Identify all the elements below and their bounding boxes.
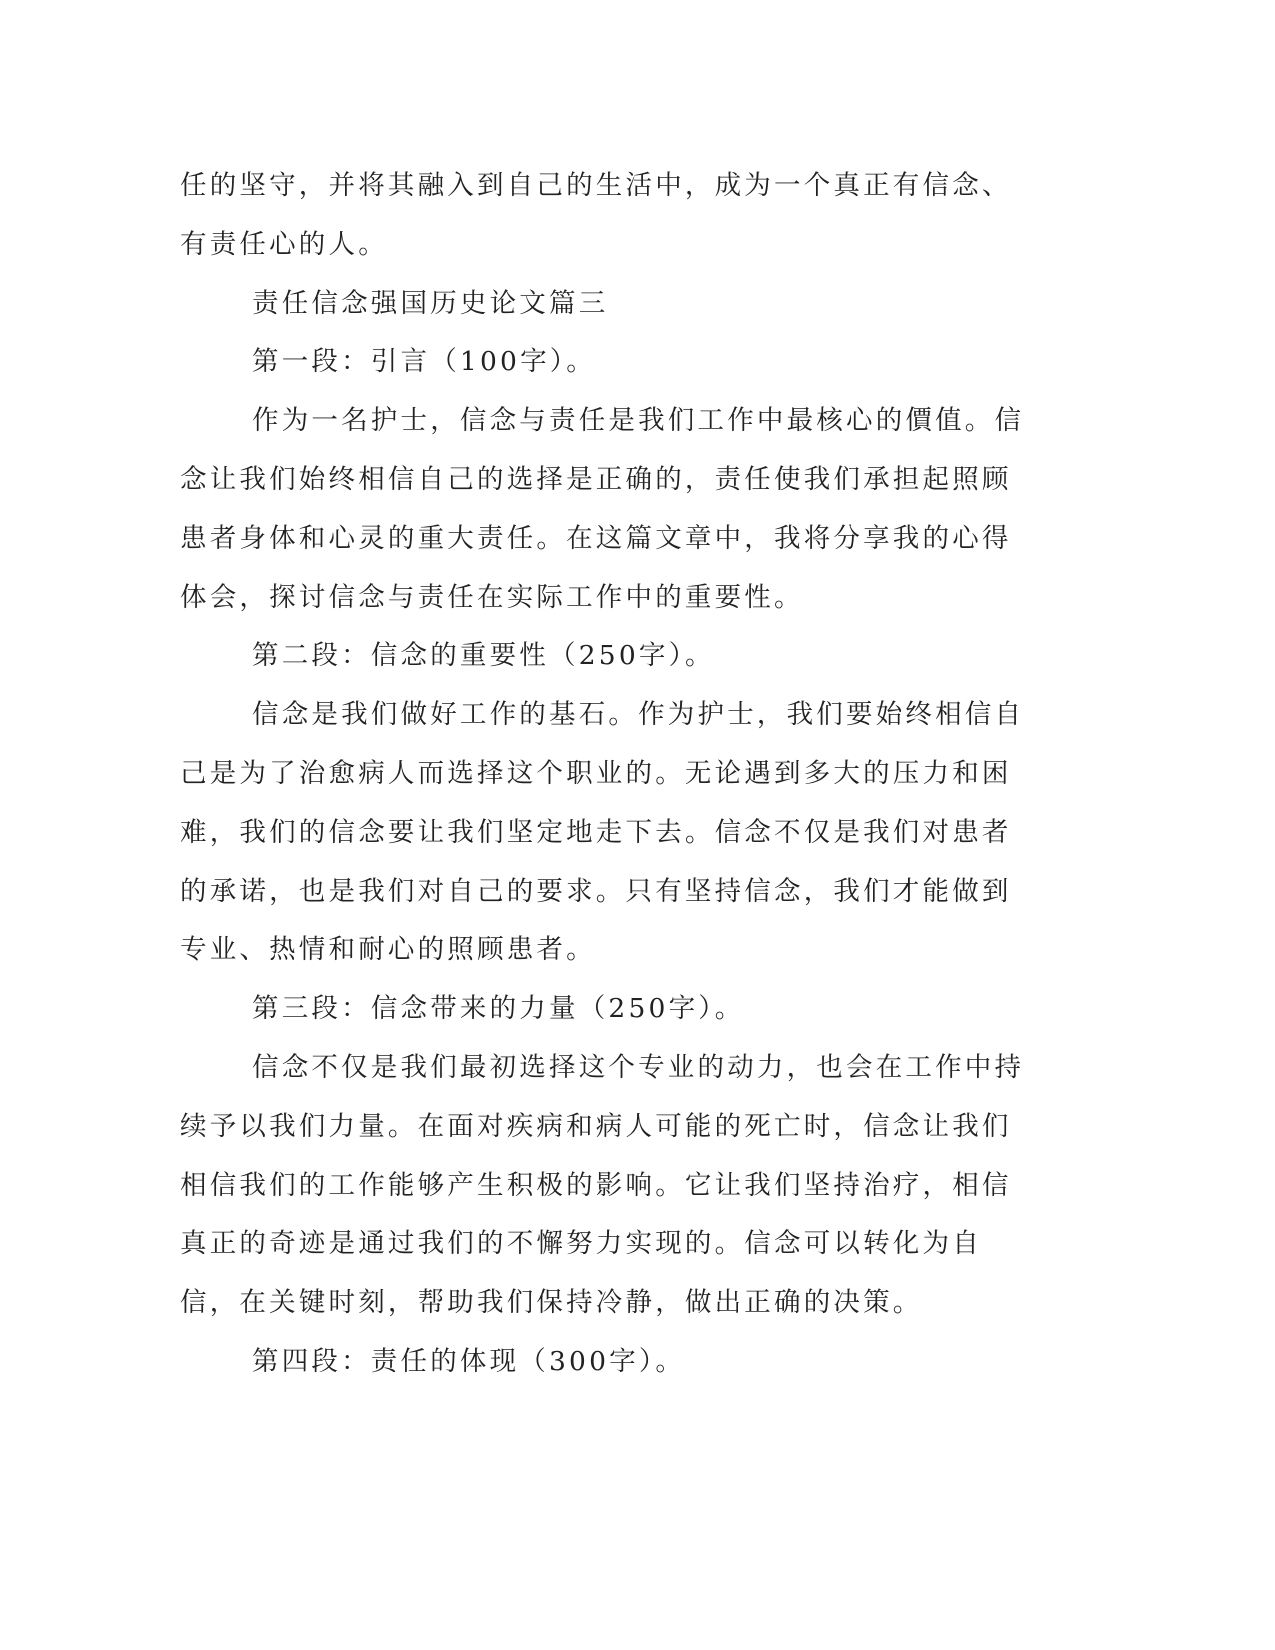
- section-heading-1: 第一段：引言（100字）。: [252, 346, 596, 378]
- section-title: 责任信念强国历史论文篇三: [252, 287, 609, 319]
- document-body: [180, 157, 1030, 1392]
- section-heading-4: 第四段：责任的体现（300字）。: [252, 1345, 686, 1377]
- section-heading-2: 第二段：信念的重要性（250字）。: [252, 640, 715, 672]
- paragraph-body: 信念是我们做好工作的基石。作为护士，我们要始终相信自己是为了治愈病人而选择这个职业的。无论遇到多大的压力和困难，我们的信念要让我们坚定地走下去。信念不仅是我们对患者的承诺，也是我们对自己的要求。只有坚持信念，我们才能做到专业、热情和耐心的照顾患者。: [180, 699, 1025, 966]
- paragraph-continuation: 任的坚守，并将其融入到自己的生活中，成为一个真正有信念、有责任心的人。: [180, 170, 1012, 260]
- section-heading-3: 第三段：信念带来的力量（250字）。: [252, 993, 745, 1025]
- paragraph-body: 作为一名护士，信念与责任是我们工作中最核心的價值。信念让我们始终相信自己的选择是正确的，责任使我们承担起照顾患者身体和心灵的重大责任。在这篇文章中，我将分享我的心得体会，探讨信念与责任在实际工作中的重要性。: [180, 405, 1025, 613]
- paragraph-body: 信念不仅是我们最初选择这个专业的动力，也会在工作中持续予以我们力量。在面对疾病和病人可能的死亡时，信念让我们相信我们的工作能够产生积极的影响。它让我们坚持治疗，相信真正的奇迹是通过我们的不懈努力实现的。信念可以转化为自信，在关键时刻，帮助我们保持冷静，做出正确的决策。: [180, 1051, 1025, 1319]
